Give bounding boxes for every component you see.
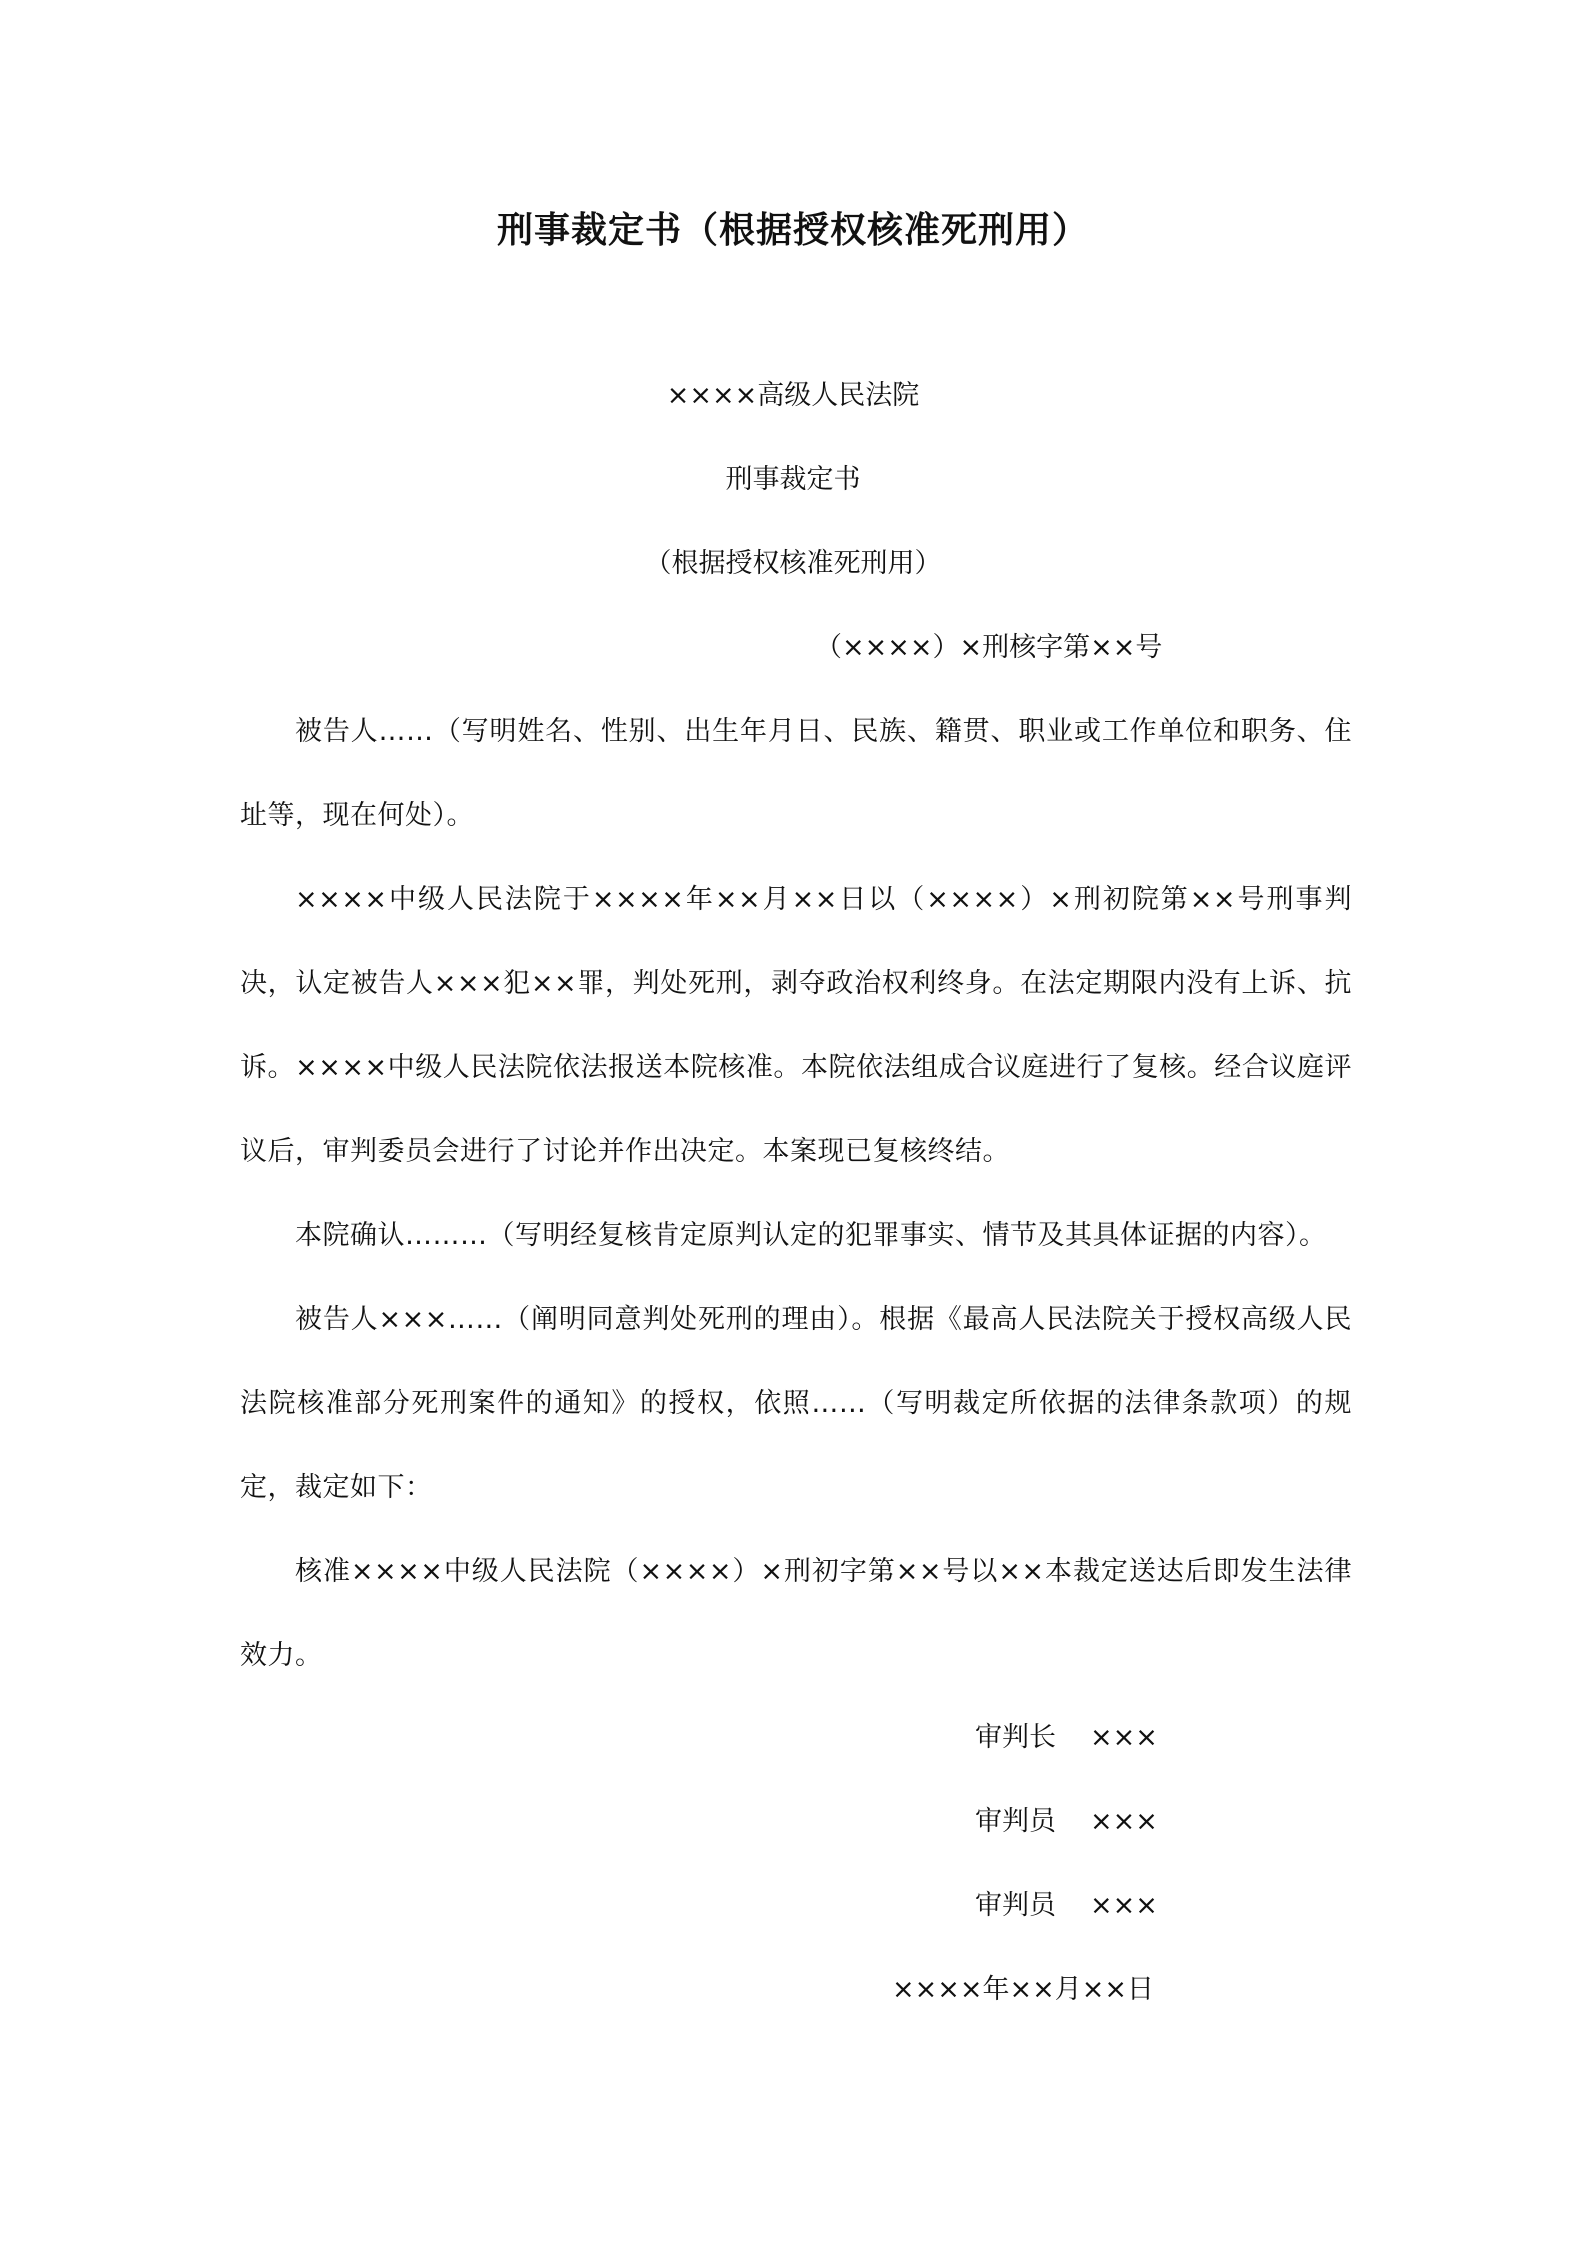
signature-role: 审判员 <box>975 1890 1056 1921</box>
signature-presiding-judge <box>975 1718 1158 1758</box>
document-date: ××××年××月××日 <box>892 1974 1154 2005</box>
signature-judge-1 <box>975 1802 1158 1842</box>
paragraph-defendant-info: 被告人……（写明姓名、性别、出生年月日、民族、籍贯、职业或工作单位和职务、住址等，现在何处）。 <box>240 716 1352 831</box>
paragraph-facts-confirmed: 本院确认………（写明经复核肯定原判认定的犯罪事实、情节及其具体证据的内容）。 <box>295 1220 1327 1251</box>
court-name: ××××高级人民法院 <box>666 380 920 411</box>
document-title: 刑事裁定书（根据授权核准死刑用） <box>496 210 1089 251</box>
signature-role: 审判长 <box>975 1722 1056 1753</box>
signature-name: ××× <box>1090 1890 1158 1921</box>
signature-role: 审判员 <box>975 1806 1056 1837</box>
case-number: （××××）×刑核字第××号 <box>815 632 1163 663</box>
signature-name: ××× <box>1090 1722 1158 1753</box>
document-type: 刑事裁定书 <box>725 464 861 495</box>
paragraph-ruling: 核准××××中级人民法院（××××）×刑初字第××号以××本裁定送达后即发生法律效力。 <box>240 1556 1352 1671</box>
document-subtitle: （根据授权核准死刑用） <box>644 548 942 579</box>
paragraph-case-history: ××××中级人民法院于××××年××月××日以（××××）×刑初院第××号刑事判决，认定被告人×××犯××罪，判处死刑，剥夺政治权利终身。在法定期限内没有上诉、抗诉。××××中级人民法院依法报送本院核准。本院依法组成合议庭进行了复核。经合议庭评议后，审判委员会进行了讨论并作出决定。本案现已复核终结。 <box>240 884 1352 1167</box>
signature-judge-2 <box>975 1886 1158 1926</box>
paragraph-reasoning: 被告人×××……（阐明同意判处死刑的理由）。根据《最高人民法院关于授权高级人民法院核准部分死刑案件的通知》的授权，依照……（写明裁定所依据的法律条款项）的规定，裁定如下： <box>240 1304 1352 1503</box>
signature-name: ××× <box>1090 1806 1158 1837</box>
